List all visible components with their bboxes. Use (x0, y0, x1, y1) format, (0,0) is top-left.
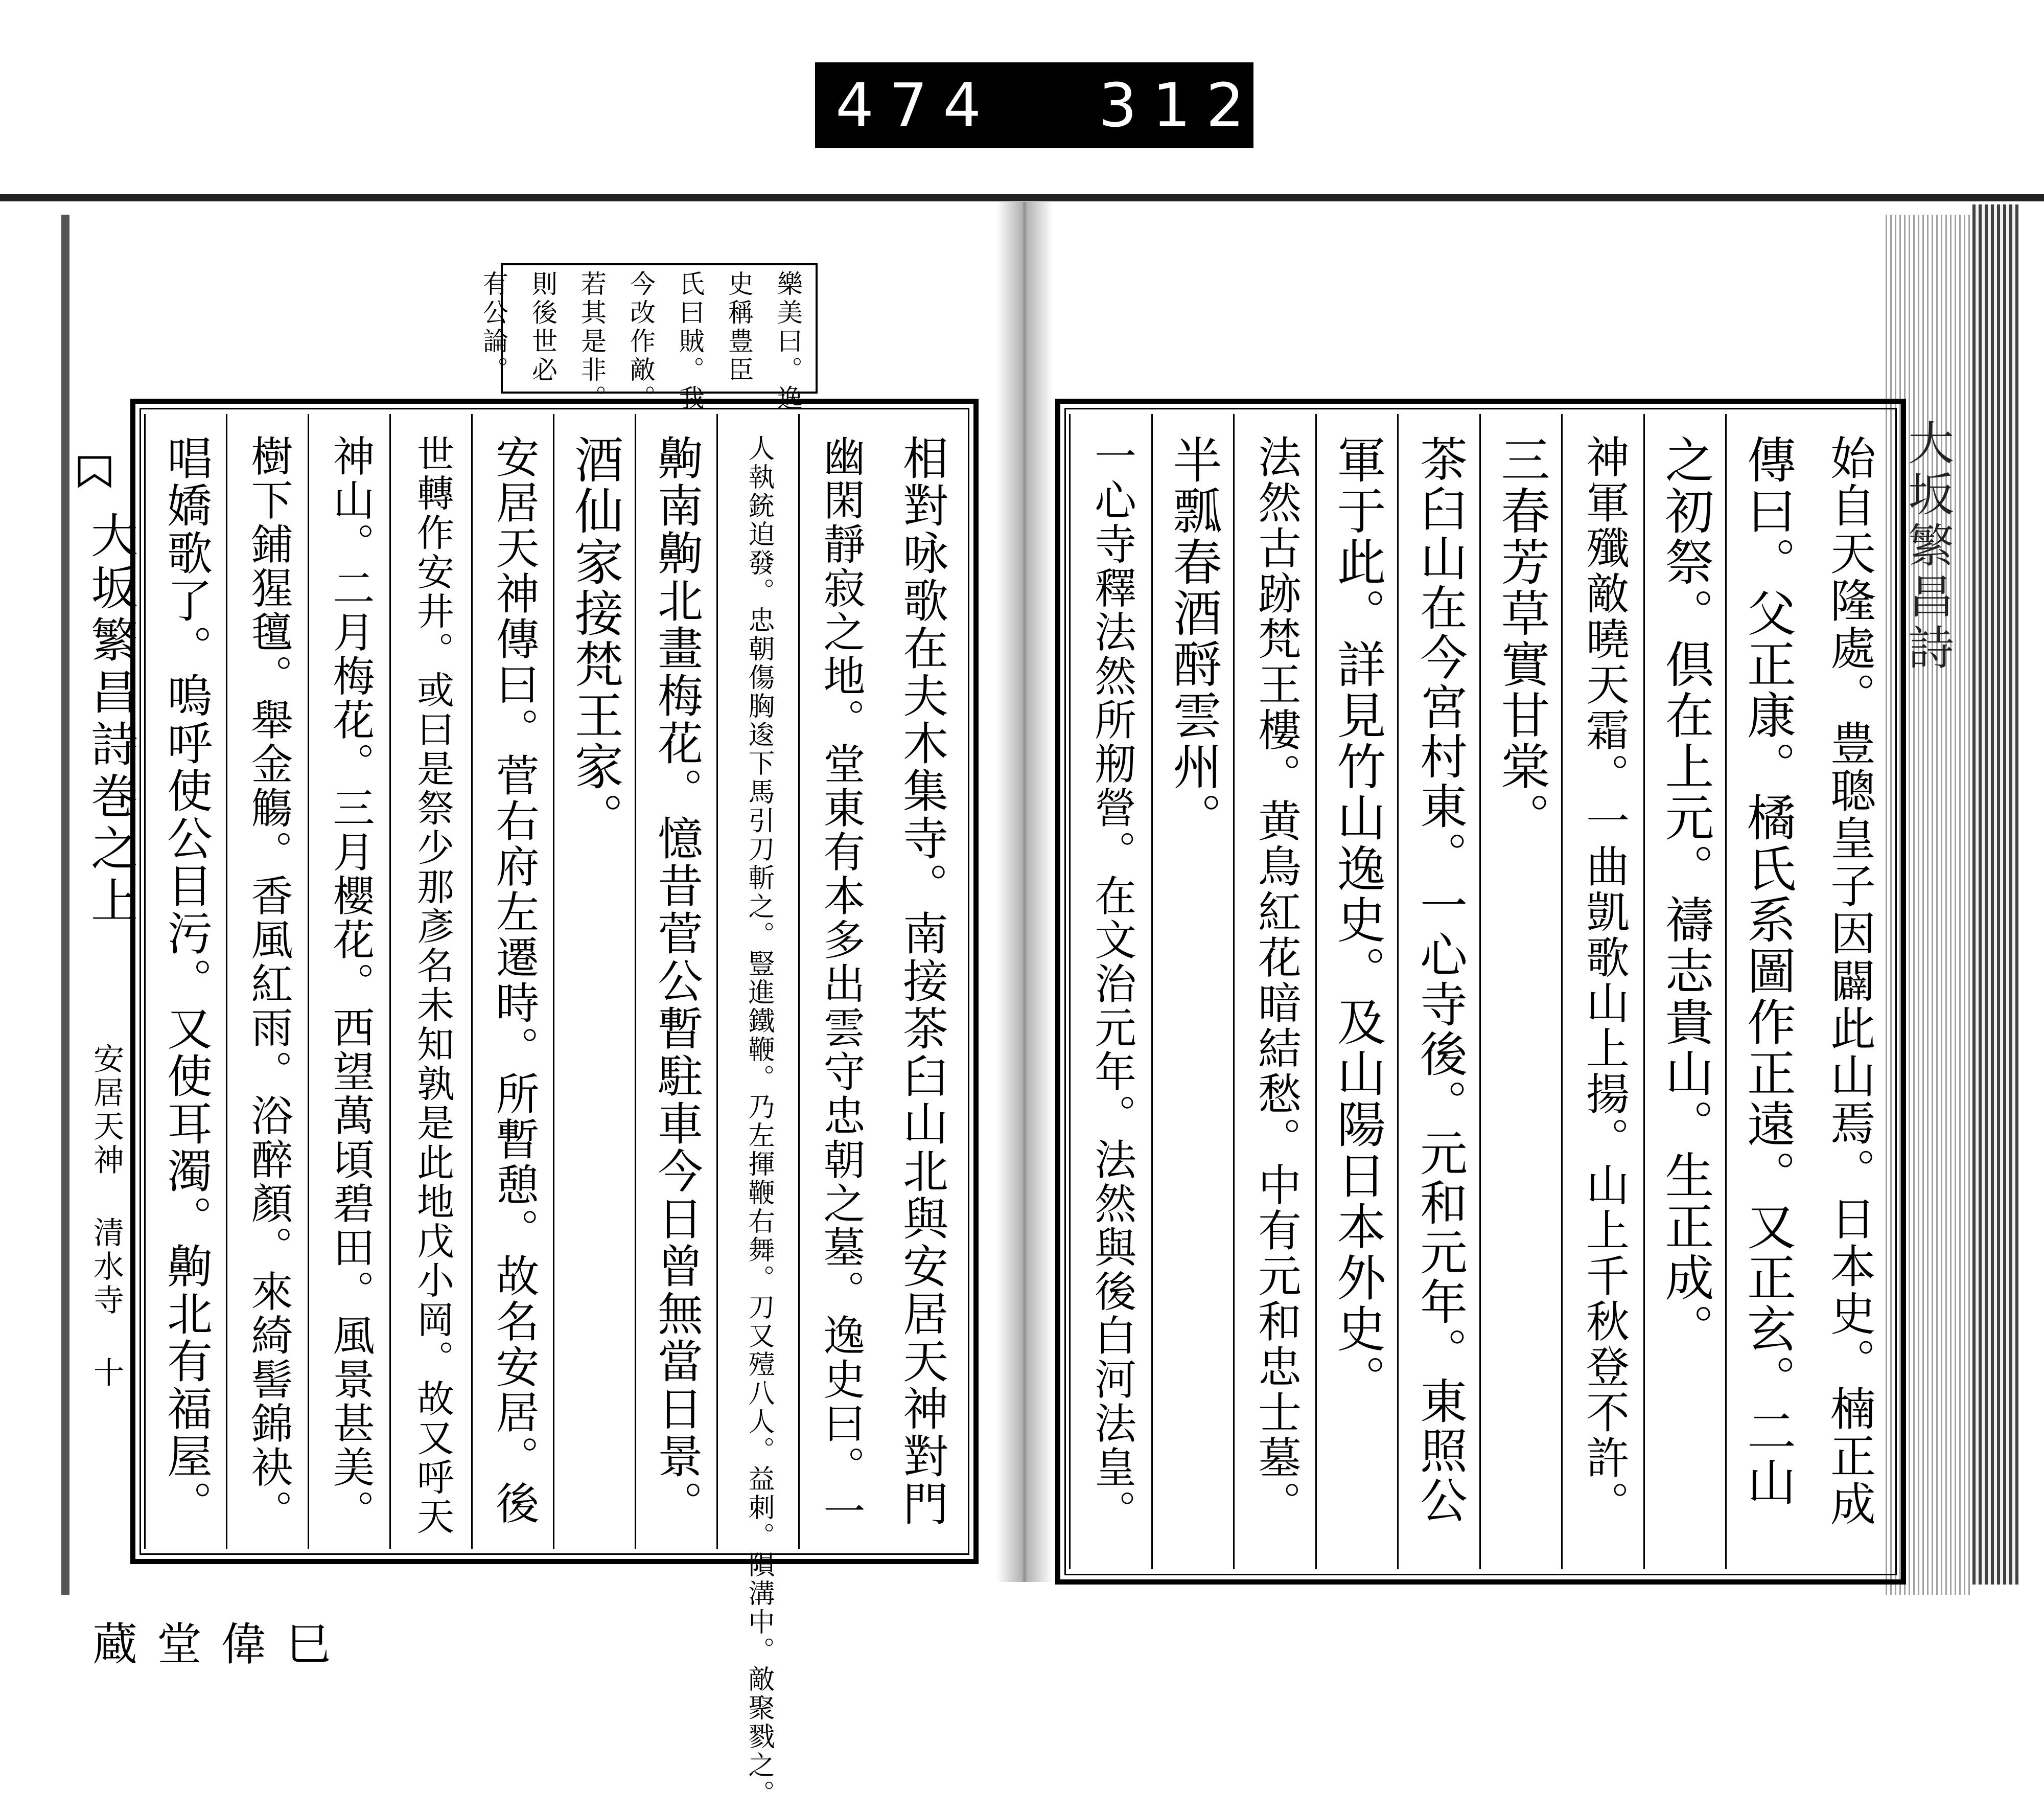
text-column (1315, 414, 1399, 1569)
text-column (553, 414, 636, 1549)
column-text: 茶臼山在今宮村東。一心寺後。元和元年。東照公 (1412, 434, 1468, 1525)
text-column (226, 414, 309, 1549)
text-column (635, 414, 718, 1549)
column-text: 世轉作安井。或曰是祭少那彥名未知孰是此地戊小岡。故又呼天 (410, 434, 454, 1536)
right-page-fore-edge (1972, 204, 2018, 1585)
text-column (1397, 414, 1481, 1569)
column-text: 相對咏歌在夫木集寺。南接茶臼山北與安居天神對門 (896, 434, 949, 1528)
column-text: 半瓢春酒酹雲州。 (1165, 434, 1222, 843)
text-column (1561, 414, 1645, 1569)
column-text: 人執銃迫發。忠朝傷胸逡下馬引刀斬之。豎進鐵鞭。乃左揮鞭右舞。刀又殪八人。益刺。隕溝中。敵聚戮之。 (744, 434, 774, 1808)
publisher-mark: 巳偉堂蔵 (85, 1620, 331, 1670)
text-column (798, 414, 881, 1549)
text-column (1479, 414, 1563, 1569)
column-text: 酒仙家接梵王家。 (567, 434, 624, 843)
book-top-edge (0, 194, 2044, 201)
text-column (1725, 414, 1809, 1569)
text-column (1643, 414, 1727, 1569)
headnote-line: 史稱豊臣 (724, 270, 754, 385)
text-column (144, 414, 227, 1549)
column-text: 唱嬌歌了。嗚呼使公目污。又使耳濁。齁北有福屋。 (160, 434, 213, 1528)
fishtail-mark-icon (77, 455, 112, 496)
column-text: 三春芳草實甘棠。 (1493, 434, 1550, 843)
headnote-line: 樂美曰。逸 (773, 270, 803, 414)
column-text: 始自天隆處。豊聰皇子因闢此山焉。日本史。楠正成 (1823, 434, 1876, 1528)
text-column (308, 414, 391, 1549)
text-column (1151, 414, 1235, 1569)
headnote-line: 有公論。 (479, 270, 508, 385)
right-page-edge-title: 大坂繁昌詩 (1900, 419, 1954, 675)
catalogue-number-right: 312. (1099, 70, 1294, 141)
right-page-text-frame (1055, 399, 1906, 1585)
text-column (1809, 414, 1891, 1569)
column-text: 齁南齁北畫梅花。憶昔菅公暫駐車今日曾無當日景。 (651, 434, 704, 1528)
column-text: 神山。二月梅花。三月櫻花。西望萬頃碧田。風景甚美。 (326, 434, 375, 1533)
catalogue-number-left: 474 (835, 70, 997, 141)
column-text: 神軍殲敵曉天霜。一曲凱歌山上揚。山上千秋登不許。 (1578, 434, 1630, 1526)
headnote-text (469, 270, 812, 414)
section-label: 安居天神 清水寺 十 (88, 1043, 124, 1390)
text-column (716, 414, 800, 1808)
headnote-line: 則後世必 (528, 270, 558, 385)
column-text: 之初祭。倶在上元。禱志貴山。生正成。 (1657, 434, 1714, 1355)
column-text: 樹下鋪猩氊。舉金觴。香風紅雨。浴醉顏。來綺髻錦袂。 (244, 434, 293, 1533)
text-column (389, 414, 473, 1549)
headnote-line: 今改作敵。 (626, 270, 656, 414)
text-column (1069, 414, 1153, 1569)
catalogue-number-plate (815, 62, 1294, 148)
headnote-line: 氏曰賊。我 (675, 270, 705, 414)
headnote-line: 若其是非。 (577, 270, 607, 414)
column-text: 幽閑靜寂之地。堂東有本多出雲守忠朝之墓。逸史曰。一 (817, 434, 865, 1533)
book-gutter (996, 202, 1053, 1582)
column-text: 一心寺釋法然所剏營。在文治元年。法然與後白河法皇。 (1087, 434, 1136, 1533)
column-text: 傳曰。父正康。橘氏系圖作正遠。又正玄。二山 (1739, 434, 1797, 1508)
book-title: 大坂繁昌詩巻之上 (83, 511, 138, 928)
text-column (1233, 414, 1317, 1569)
text-column (881, 414, 963, 1549)
text-column (471, 414, 554, 1549)
column-text: 安居天神傳曰。菅右府左遷時。所暫憩。故名安居。後 (489, 434, 539, 1526)
headnote-box (479, 263, 818, 414)
column-text: 法然古跡梵王樓。黄鳥紅花暗結愁。中有元和忠士墓。 (1250, 434, 1302, 1526)
column-text: 軍于此。詳見竹山逸史。及山陽日本外史。 (1329, 434, 1386, 1406)
